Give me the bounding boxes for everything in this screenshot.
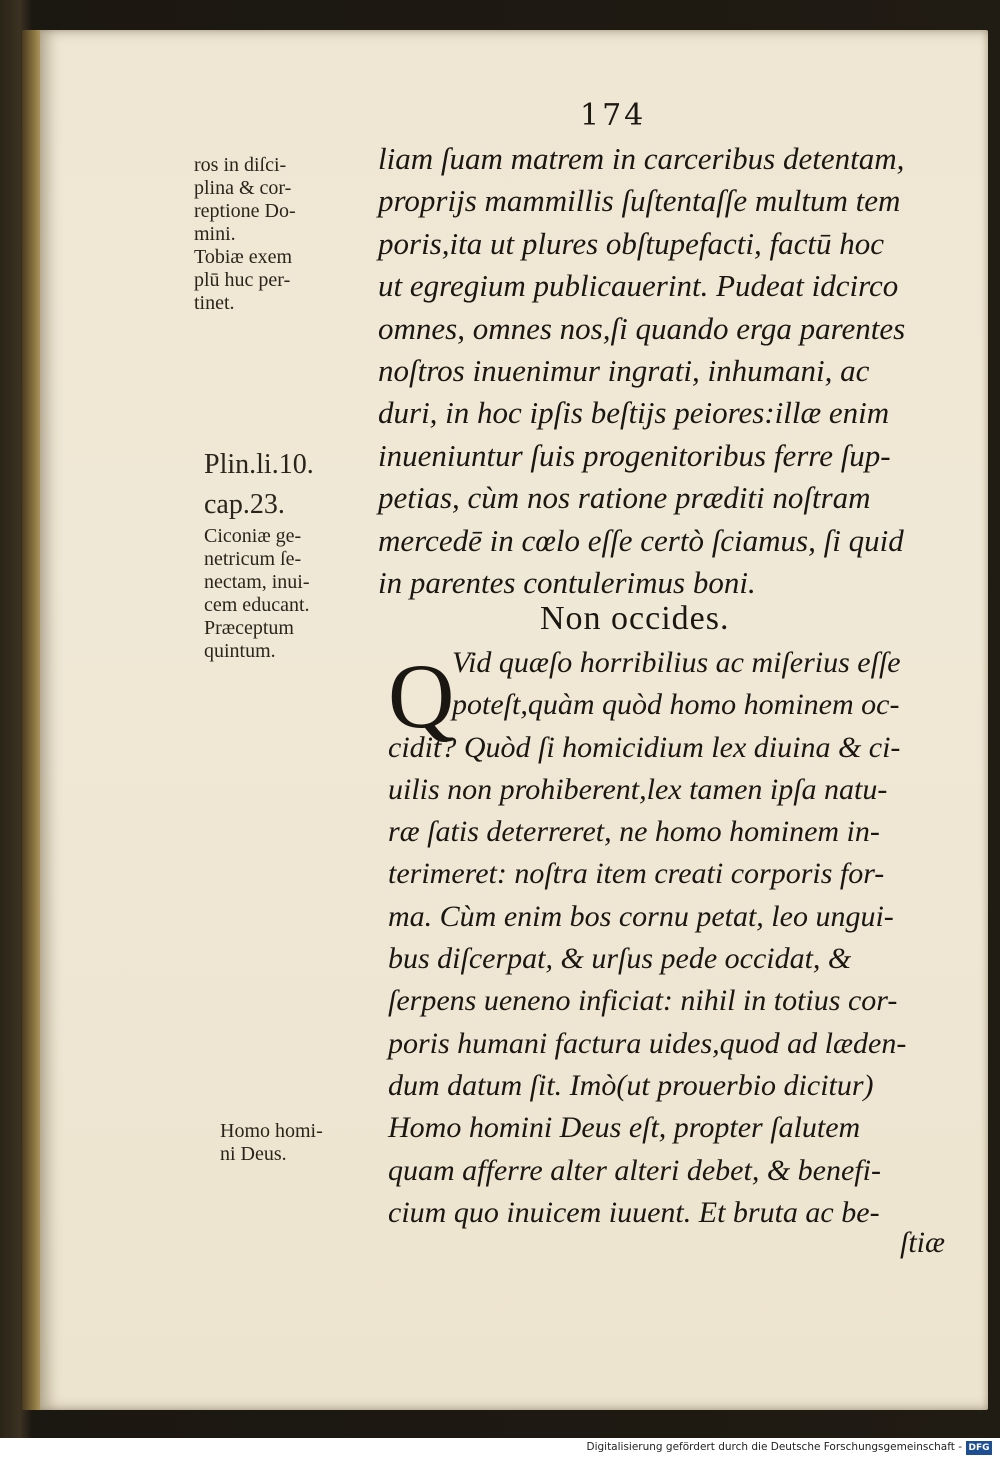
text-line: quam afferre alter alteri debet, & benefi- (388, 1153, 881, 1187)
text-line: ma. Cùm enim bos cornu petat, leo ungui- (388, 899, 894, 933)
margin-line: Plin.li.10. (204, 449, 314, 480)
margin-line: mini. (194, 223, 236, 245)
text-line: liam ſuam matrem in carceribus detentam, (378, 141, 905, 176)
dfg-logo-icon: DFG (966, 1441, 992, 1455)
text-line: poteſt,quàm quòd homo hominem oc- (452, 688, 900, 722)
margin-line: reptione Do- (194, 200, 296, 222)
catchword: ſtiæ (900, 1226, 946, 1259)
margin-line: ni Deus. (220, 1143, 287, 1165)
text-line: uilis non prohiberent,lex tamen ipſa natu- (388, 772, 888, 806)
text-line: bus diſcerpat, & urſus pede occidat, & (388, 942, 852, 976)
text-line: mercedē in cœlo eſſe certò ſciamus, ſi quid (378, 522, 904, 558)
margin-line: plina & cor- (194, 177, 292, 199)
footer-bar (0, 1438, 1000, 1459)
margin-line: Præceptum (204, 617, 294, 639)
drop-cap: Q (388, 645, 455, 747)
text-line: noſtros inuenimur ingrati, inhumani, ac (378, 352, 870, 388)
margin-note-homo (220, 1120, 323, 1166)
margin-line: netricum ſe- (204, 548, 302, 570)
text-line: poris,ita ut plures obſtupefacti, factū hoc (378, 225, 885, 261)
text-line: poris humani factura uides,quod ad læden- (388, 1026, 907, 1060)
margin-note-correction (194, 154, 296, 315)
text-line: inueniuntur ſuis progenitoribus ferre ſup- (378, 437, 891, 473)
margin-line: ros in diſci- (194, 154, 287, 176)
text-line: in parentes contulerimus boni. (378, 564, 756, 600)
text-line: cidit? Quòd ſi homicidium lex diuina & ci- (388, 730, 901, 764)
margin-line: Homo homi- (220, 1120, 323, 1142)
main-text-top (378, 138, 953, 604)
margin-line: quintum. (204, 640, 276, 662)
section-heading: Non occides. (540, 600, 730, 637)
text-line: ræ ſatis deterreret, ne homo hominem in- (388, 815, 880, 849)
margin-line: cap.23. (204, 489, 285, 520)
margin-line: Ciconiæ ge- (204, 525, 302, 547)
text-line: ſerpens ueneno inficiat: nihil in totius cor- (388, 984, 898, 1018)
text-line: Vid quæſo horribilius ac miſerius eſſe (452, 646, 901, 679)
text-line: Homo homini Deus eſt, propter ſalutem (388, 1111, 861, 1145)
text-line: dum datum ſit. Imò(ut prouerbio dicitur) (388, 1068, 874, 1102)
margin-line: plū huc per- (194, 269, 291, 291)
margin-note-pliny (204, 445, 314, 663)
margin-line: Tobiæ exem (194, 246, 293, 268)
page-number: 174 (580, 98, 647, 133)
text-line: terimeret: noſtra item creati corporis for- (388, 857, 885, 891)
text-line: ut egregium publicauerint. Pudeat idcirco (378, 268, 899, 304)
body-text (388, 642, 958, 1234)
margin-line: nectam, inui- (204, 571, 310, 593)
text-line: cium quo inuicem iuuent. Et bruta ac be- (388, 1195, 880, 1229)
text-line: petias, cùm nos ratione præditi noſtram (378, 480, 871, 516)
text-line: omnes, omnes nos,ſi quando erga parentes (378, 310, 906, 346)
footer-credit: Digitalisierung gefördert durch die Deutsche Forschungsgemeinschaft - (586, 1441, 962, 1453)
text-line: proprijs mammillis ſuſtentaſſe multum tem (378, 183, 901, 219)
margin-line: tinet. (194, 292, 235, 314)
page-edge (22, 30, 42, 1410)
text-line: duri, in hoc ipſis beſtijs peiores:illæ enim (378, 395, 890, 431)
margin-line: cem educant. (204, 594, 310, 616)
